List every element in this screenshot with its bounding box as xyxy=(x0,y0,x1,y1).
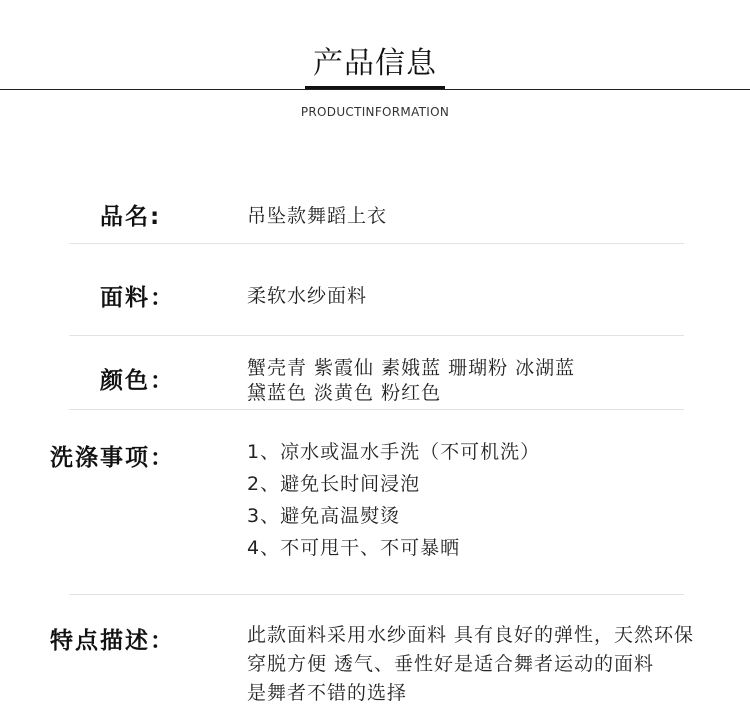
name-label: 品名: xyxy=(100,204,162,230)
row-divider xyxy=(69,243,684,244)
washing-item: 2、避免长时间浸泡 xyxy=(247,473,421,495)
feature-line: 是舞者不错的选择 xyxy=(247,682,408,704)
fabric-value: 柔软水纱面料 xyxy=(247,285,368,307)
row-divider xyxy=(69,409,684,410)
name-value: 吊坠款舞蹈上衣 xyxy=(247,205,388,227)
colors-value xyxy=(247,356,575,406)
row-divider xyxy=(69,594,684,595)
features-label: 特点描述： xyxy=(50,628,175,654)
colors-label: 颜色： xyxy=(100,368,175,394)
washing-label: 洗涤事项： xyxy=(50,445,175,471)
title-divider xyxy=(0,89,750,90)
fabric-label: 面料： xyxy=(100,285,175,311)
page-subtitle: PRODUCTINFORMATION xyxy=(300,105,450,119)
color-line: 黛蓝色 淡黄色 粉红色 xyxy=(247,382,442,404)
washing-item: 3、避免高温熨烫 xyxy=(247,505,401,527)
page-title: 产品信息 xyxy=(313,46,437,81)
washing-item: 1、凉水或温水手洗（不可机洗） xyxy=(247,441,541,463)
row-divider xyxy=(69,335,684,336)
color-line: 蟹壳青 紫霞仙 素娥蓝 珊瑚粉 冰湖蓝 xyxy=(247,357,576,379)
features-text xyxy=(247,621,694,708)
feature-line: 此款面料采用水纱面料 具有良好的弹性，天然环保 xyxy=(247,624,695,646)
washing-list xyxy=(247,436,540,564)
feature-line: 穿脱方便 透气、垂性好是适合舞者运动的面料 xyxy=(247,653,655,675)
washing-item: 4、不可甩干、不可暴晒 xyxy=(247,537,461,559)
